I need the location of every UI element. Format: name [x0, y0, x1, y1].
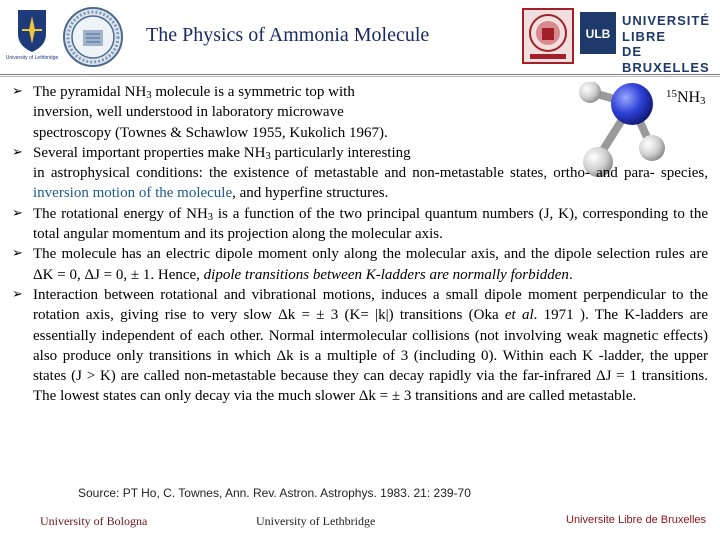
- bullet-arrow-icon: ➢: [12, 205, 23, 221]
- crest-icon: [522, 8, 574, 64]
- slide-header: [0, 0, 720, 76]
- bullet-item: [12, 82, 708, 143]
- bullet-text: particularly interesting: [270, 144, 411, 161]
- bullet-text: 3: [207, 211, 214, 223]
- header-rule: [0, 74, 720, 75]
- bullet-text: inversion, well understood in laboratory microwave: [33, 104, 344, 121]
- bullet-text: dipole transitions between K-ladders are normally forbidden: [203, 266, 569, 283]
- bullet-text: The pyramidal NH: [33, 84, 147, 100]
- bullet-text: . 1971 ). The K-ladders are essentially independent of each other. Normal intermolecular collisions (not involving weak magnetic effects) also produce only transitions in which Δk is a multiple of 3 (including 0). Within each K -ladder, the upper states (J > K) are called non-metastable because they can decay rapidly via the far-infrared ΔJ = 1 transitions. The lowest states can only decay via the much slower Δk = ± 3 transitions and are called metastable.: [33, 307, 709, 405]
- bullet-item: [12, 244, 708, 285]
- ulb-badge-text: ULB: [585, 27, 611, 41]
- ulb-line: LIBRE: [622, 28, 666, 44]
- page-title: The Physics of Ammonia Molecule: [146, 24, 430, 46]
- source-citation: Source: PT Ho, C. Townes, Ann. Rev. Astron. Astrophys. 1983. 21: 239-70: [78, 486, 471, 500]
- ulb-line: DE BRUXELLES: [622, 44, 710, 75]
- ulb-logo: [580, 12, 616, 54]
- ulb-line: UNIVERSITÉ: [622, 13, 711, 28]
- bullet-arrow-icon: ➢: [12, 84, 23, 99]
- molecule-formula: NH: [677, 89, 701, 106]
- bullet-item: [12, 285, 708, 407]
- bologna-seal-logo: [62, 6, 124, 68]
- bullet-text: The molecule has an electric dipole moment only along the molecular axis, and the dipole selection rules are ΔK = 0, ΔJ = 0, ± 1. Hence,: [33, 246, 708, 283]
- lethbridge-logo-text: University of Lethbridge: [6, 55, 58, 61]
- bullet-text: is a function of the two principal quantum numbers (J, K), corresponding to the total angular momentum and its projection along the molecular axis.: [33, 205, 708, 243]
- bullet-text: 3: [265, 150, 271, 162]
- bullet-item: [12, 204, 708, 245]
- lethbridge-crest-icon: [6, 6, 58, 68]
- bullet-text: et al: [504, 307, 534, 324]
- molecule-subscript: 3: [700, 96, 706, 107]
- bullet-text: Interaction between rotational and vibrational motions, induces a small dipole moment perpendicular to the rotation axis, giving rise to very slow Δk = ± 3 (K= |k|) transitions (Oka: [33, 286, 708, 324]
- bologna-crest-logo: [522, 8, 574, 64]
- bullet-list: [12, 82, 708, 407]
- bullet-arrow-icon: ➢: [12, 144, 23, 160]
- bullet-text: molecule is a symmetric top with: [151, 84, 355, 100]
- bullet-text: 3: [146, 90, 152, 101]
- bullet-text: The rotational energy of NH: [33, 205, 208, 222]
- bullet-arrow-icon: ➢: [12, 246, 23, 262]
- seal-icon: [62, 6, 124, 68]
- bullet-text: .: [568, 266, 573, 283]
- footer-ulb: Universite Libre de Bruxelles: [566, 514, 707, 526]
- bullet-text: spectroscopy (Townes & Schawlow 1955, Kukolich 1967).: [33, 124, 388, 141]
- footer-lethbridge: University of Lethbridge: [256, 514, 376, 528]
- bullet-text: inversion motion of the molecule: [33, 185, 233, 202]
- ulb-logo-icon: [580, 12, 616, 54]
- isotope-number: 15: [666, 88, 677, 100]
- bullet-text: in astrophysical conditions: the existence of metastable and non-metastable states, ortho- and para- species,: [33, 165, 708, 182]
- bullet-text: , and hyperfine structures.: [232, 185, 389, 202]
- footer-bologna: University of Bologna: [40, 514, 148, 528]
- bullet-text: Several important properties make NH: [33, 144, 266, 161]
- bullet-item: [12, 143, 708, 204]
- bullet-arrow-icon: ➢: [12, 286, 23, 302]
- header-rule-2: [0, 76, 720, 77]
- lethbridge-logo: [6, 6, 58, 68]
- ulb-wordmark: [622, 13, 720, 75]
